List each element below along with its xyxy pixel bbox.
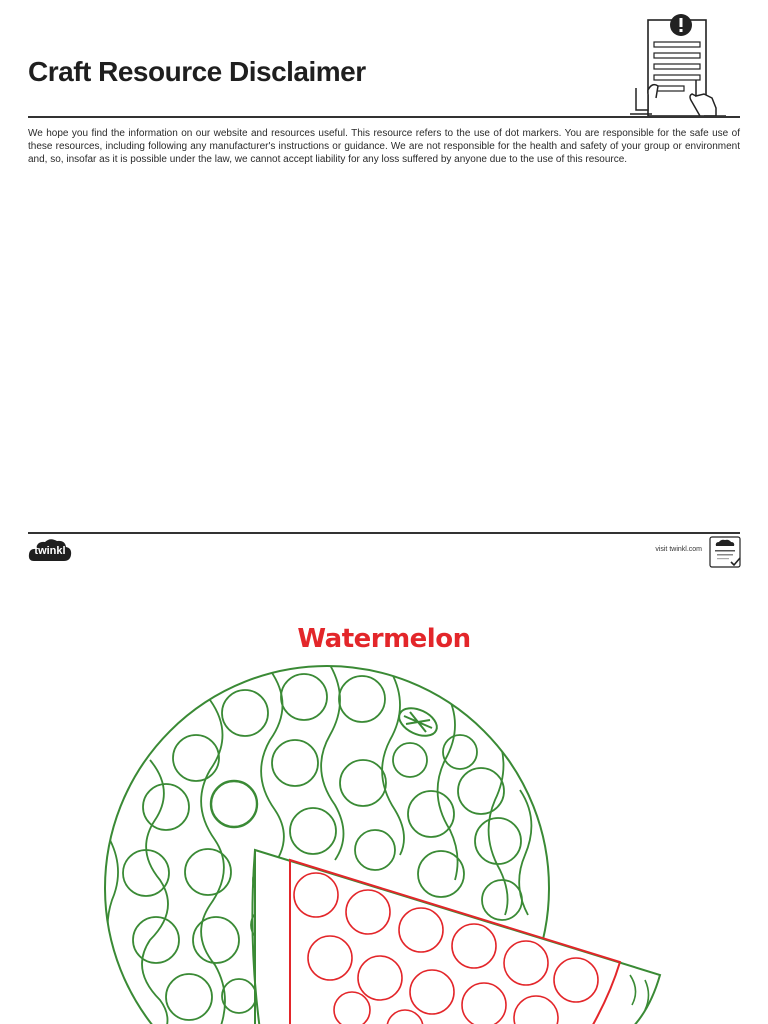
twinkl-logo[interactable] (28, 537, 72, 570)
disclaimer-text: We hope you find the information on our website and resources useful. This resource refers to the use of dot markers. You are responsible for the safe use of these resources, including following any manufacturer's instructions or guidance. We are not responsible for the health and safety of your group or environment and, so, insofar as it is possible under the law, we cannot accept liability for any loss suffered by anyone due to the use of this resource. (28, 128, 740, 165)
worksheet-title: Watermelon (297, 624, 471, 654)
header-divider (28, 116, 740, 118)
twinkl-logo-text: twinkl (34, 545, 66, 557)
disclaimer-document-icon (626, 10, 730, 120)
quality-standard-badge-icon (709, 536, 741, 568)
visit-link[interactable]: visit twinkl.com (655, 546, 702, 553)
watermelon-illustration (0, 655, 768, 1024)
footer-divider (28, 532, 740, 534)
page-title: Craft Resource Disclaimer (28, 56, 366, 87)
